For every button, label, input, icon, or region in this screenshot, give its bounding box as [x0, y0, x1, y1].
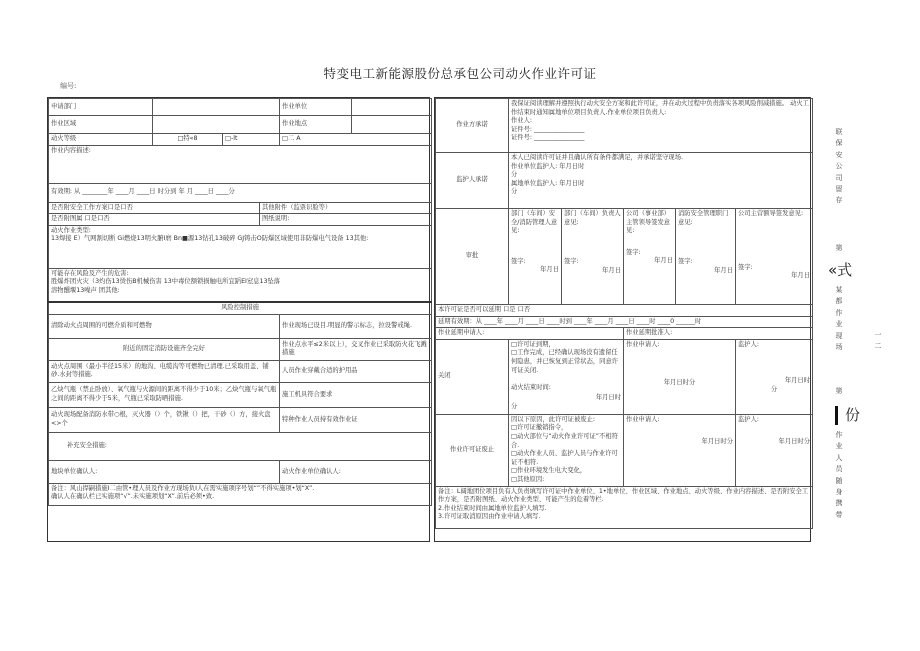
terminate-supervisor-date: 年月日时分: [778, 438, 810, 446]
drawing-attached[interactable]: 是否附图属 口是口否: [49, 214, 260, 226]
measure-10: 特种作业人员持有效作业证: [280, 407, 432, 432]
approve-4-date: 年月日: [714, 266, 733, 274]
close-date: 年月日时: [595, 394, 621, 402]
terminate-options[interactable]: 因以下原因，此许可证被废止: □许可证撤销指令， □动火部位与“动火作业许可证”不相符合. □动火作业人员、监护人员与作业许可证不相符. □作业环境发生电大变化， □其他原因:: [509, 414, 624, 486]
approve-2[interactable]: [562, 209, 624, 305]
close-applicant-date: 年月日时分: [663, 379, 696, 387]
approve-4-sign: 签字:: [678, 258, 693, 266]
close-section[interactable]: [509, 339, 624, 414]
other-permit[interactable]: 其他附件（监票识脸等）: [260, 202, 432, 214]
close-applicant[interactable]: [624, 339, 736, 414]
apply-dept-label: 申请部门: [49, 99, 153, 116]
extra-measures[interactable]: 补充安全措施:: [49, 432, 432, 460]
side-text-di-2: 第: [835, 387, 843, 395]
measure-1: 清除动火点周围的可燃介质和可燃物: [49, 314, 280, 338]
close-supervisor-date: 年月日时: [784, 377, 810, 385]
work-party-label: 作业方承诺: [436, 99, 509, 153]
right-note: 备注：L阔地团位项目负有人负责填写许可证中作业单位、1•地单位、作业区域、作业地点、动火等级、作业内容描述、是否附安全工作方案，是否附图纸、动火作业类型、可能产生的危着等栏. 2.作业结束时间由属地单位监护人填写. 3.许可证取消原因由作业申请人填写.: [436, 486, 813, 528]
approve-5[interactable]: [736, 209, 813, 305]
approve-3[interactable]: [624, 209, 676, 305]
side-text-keep: 联保安公司留存: [835, 128, 843, 205]
document-title: 特变电工新能源股份总承包公司动火作业许可证: [323, 66, 597, 81]
measure-8: 施工机具符合要求: [280, 382, 432, 407]
approve-5-title: 公司主营额导签发意见:: [738, 210, 804, 217]
close-supervisor[interactable]: [736, 339, 813, 414]
side-text-carry: 作业人员随身携带: [835, 431, 843, 519]
side-text-site: 某都作业现场: [835, 286, 843, 352]
approve-1-sign: 签字:: [511, 257, 526, 265]
work-site-label: 作业地点: [280, 116, 352, 134]
close-options: □许可证到期， □工作完成，已经确认现场没有遗留任何隐患，并已恢复到正常状态，同意许可证关闭. 动火结束时间:: [511, 340, 619, 391]
measure-6: 人员作业穿戴合适的护用品: [280, 360, 432, 382]
work-party-promise[interactable]: 我保证阅读理解并遵照执行动火安全方案和此许可证，并在动火过程中负责落实各项风险削减措施。 动火工作结束时通知属地单位项目负责人.作业单位项目负责人: 作业人: 证件号: ________________ 证件号: ________________: [509, 99, 813, 153]
close-applicant-label: 作业申请人:: [626, 340, 660, 348]
terminate-label: 作业许可证废止: [436, 414, 509, 486]
level-option-2[interactable]: □-lt: [223, 134, 280, 146]
measure-2: 作业现场已设目.明显的警示标志，拉设警戒绳.: [280, 314, 432, 338]
right-form: [434, 97, 811, 542]
area-confirm[interactable]: 地块单位确认人:: [49, 460, 280, 483]
extend-approver[interactable]: 作业延期批准人:: [624, 328, 813, 340]
approve-1[interactable]: [509, 209, 562, 305]
approve-2-sign: 签字:: [564, 258, 579, 266]
approve-3-date: 年月日: [654, 257, 673, 265]
approve-4[interactable]: [676, 209, 736, 305]
guard-label: 监护人承诺: [436, 153, 509, 209]
apply-dept-field[interactable]: [153, 99, 280, 116]
terminate-supervisor-label: 监护人:: [738, 415, 760, 423]
close-label: 关闭: [436, 339, 509, 414]
measure-9: 动火现场配备消防水带○根，灭火器（）个，铁锹（）把，干砂（）方，接火盘<>个: [49, 407, 280, 432]
terminate-applicant-label: 作业申请人:: [626, 415, 660, 423]
left-note: 备注：风山捍嗣措施I二由管•理人员及作业方现场负I人在需实施项序号划“”不得实施项•划“X”. 确认人在确认栏已实施项“√”.未实施项划“X”.前后必须•致.: [49, 483, 432, 505]
measure-3: 附近的固定消防设施齐全完好: [49, 338, 280, 360]
approve-4-title: 消防安全管理职门意见:: [678, 210, 729, 226]
close-supervisor-minute: 分: [770, 385, 778, 393]
close-minute: 分: [511, 402, 518, 410]
side-text-di-1: 第: [835, 244, 843, 252]
side-text-dash: 一二: [874, 331, 882, 351]
measure-4: 作业点水平≤2米以上），交叉作业已采取防火花飞溅措施: [280, 338, 432, 360]
approve-2-title: 部门（车间）负责人意见:: [564, 210, 621, 226]
side-text-copy-mark: «式: [828, 261, 853, 279]
level-option-1[interactable]: □特«8: [153, 134, 223, 146]
number-label: 编号:: [60, 82, 77, 90]
extend-validity[interactable]: 延期有效期：从 ____年 ____月 ____日 ____时到 ____年 ____月 ____日 ____时 ____0 ______时: [436, 316, 813, 328]
approve-3-sign: 签字:: [626, 248, 641, 256]
guard-promise[interactable]: [509, 153, 813, 209]
work-area-label: 作业区域: [49, 116, 153, 134]
drawing-desc[interactable]: 图纸说明:: [260, 214, 432, 226]
approve-2-date: 年月日: [602, 266, 621, 274]
risk-control-header: 风险控制措施: [49, 302, 432, 314]
safety-plan[interactable]: 是否附安全工作方案口是口否: [49, 202, 260, 214]
measure-5: 动火点周围（最小半径15米）的地沟、电缆沟等可燃物已清理.已采取用盖、铺砂.水封等措施.: [49, 360, 280, 382]
level-option-3[interactable]: □二 A: [280, 134, 432, 146]
work-unit-label: 作业单位: [280, 99, 352, 116]
side-bar-mark: [835, 406, 838, 425]
guard-text: 本人已阅读许可证并且确认所有条件都满足，并承诺坚守现场. 作业单位监护人: 年月日时: [511, 154, 684, 170]
fire-type[interactable]: 动火作业类型: 13焊接 E）气网割切断 Gi燃烧13明火腑I磨 Bn■源13钻孔13破碎 GJ铸击O防爆区域使用非防爆电气设备 13其他:: [49, 225, 432, 268]
left-form: [47, 97, 430, 542]
fire-level-label: 动火等级: [49, 134, 153, 146]
approve-1-date: 年月日: [540, 266, 559, 274]
approve-3-title: 公司（事业部）主管领导签发意见:: [626, 210, 671, 235]
work-unit-field[interactable]: [352, 99, 432, 116]
valid-period[interactable]: 有效期: 从 ________年 ____月 ____日 时分到 年 月 ____日 ____分: [49, 183, 432, 202]
approve-5-sign: 签字:: [738, 263, 753, 271]
work-unit-confirm[interactable]: 动火作业单位确认人:: [280, 460, 432, 483]
extend-applicant[interactable]: 作业延期申请人:: [436, 328, 624, 340]
approve-5-date: 年月日: [791, 272, 810, 280]
approve-1-title: 部门（车间）安全/消防管理人意见:: [511, 210, 558, 235]
terminate-supervisor[interactable]: [736, 414, 813, 486]
work-site-field[interactable]: [352, 116, 432, 134]
guard-text-2: 分 属地单位监护人: 年月日时 分: [511, 171, 585, 196]
approve-label: 审批: [436, 209, 509, 305]
hazards[interactable]: 可能存在风险及产生的危害: 胜爆炸团火灾（3灼伤13烫伤B机械伤害 13中毒位额锁损触电所宜蹈EI窒息13坠落 溶物醺堰13噪声 团其他:: [49, 268, 432, 302]
terminate-applicant-date: 年月日时分: [701, 438, 733, 446]
work-area-field[interactable]: [153, 116, 280, 134]
extend-question[interactable]: 本许可证是否可以延期 口是 口否: [436, 305, 813, 317]
work-content[interactable]: 作业内容描述:: [49, 145, 432, 183]
side-text-fen: 份: [845, 406, 861, 424]
close-supervisor-label: 监护人:: [738, 340, 760, 348]
terminate-applicant[interactable]: [624, 414, 736, 486]
measure-7: 乙炔气瓶（禁止卧放）、氧气瓶与火源间的距离不得少于10米；乙炔气瓶与氧气瓶之间的距离不得少于5米，气瓶已采取防晒措施.: [49, 382, 280, 407]
